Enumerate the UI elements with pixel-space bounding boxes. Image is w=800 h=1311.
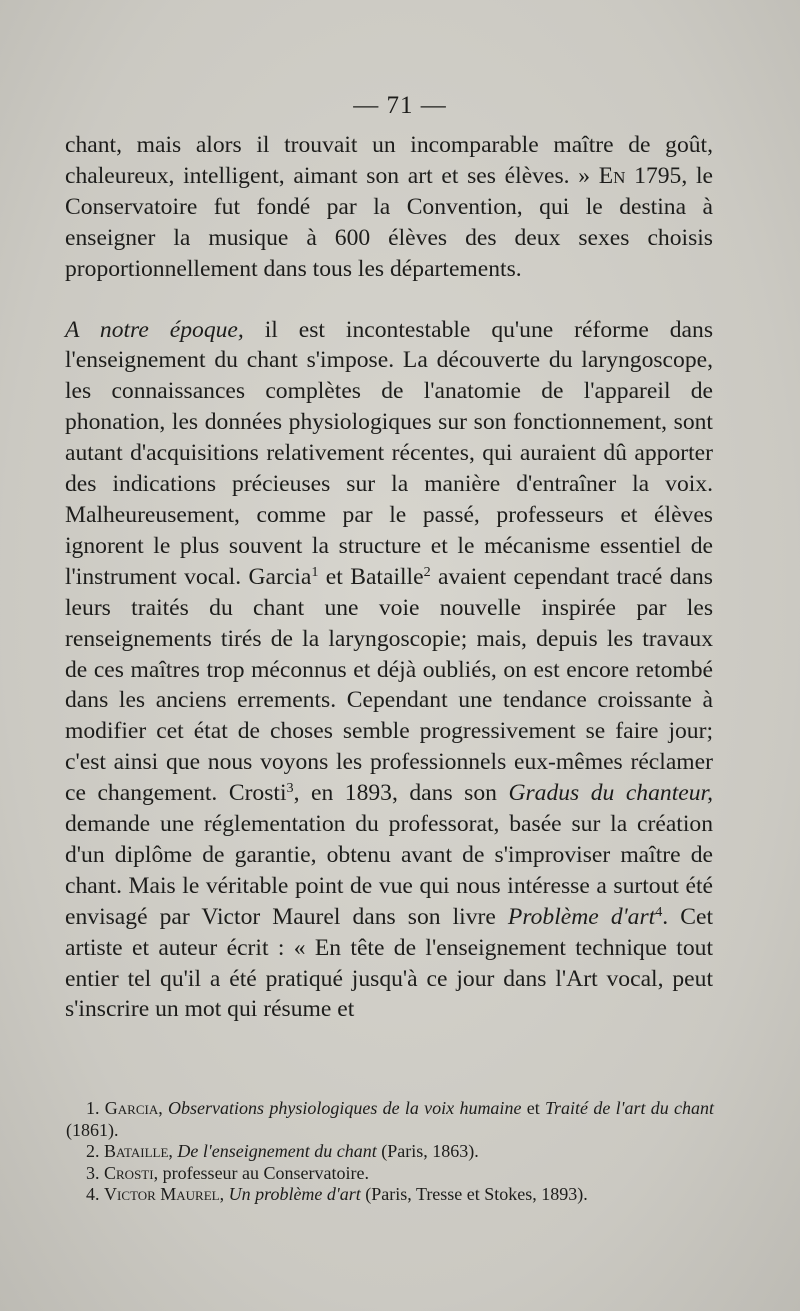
p1-en: En (598, 162, 626, 189)
footnote-1-title2: Traité de l'art du chant (545, 1098, 715, 1118)
footnote-3-rest: professeur au Conservatoire. (158, 1162, 370, 1183)
p1-text2: 1795, le Conservatoire fut fondé par la Convention, qui le destina à enseigner la musique à 600 élèves des deux sexes choisis proportionnellement dans tous les départements. (65, 162, 713, 282)
footnote-4-title: Un problème d'art (228, 1184, 361, 1204)
footnote-2-rest: (Paris, 1863). (376, 1141, 479, 1161)
p2-s2: et Bataille (318, 563, 424, 590)
p2-s1: il est incontestable qu'une réforme dans l'enseignement du chant s'impose. La découverte du laryngoscope, les connaissances complètes de l'anatomie de l'appareil de phonation, les données physiologiques sur son fonctionnement, sont autant d'acquisitions relativement récentes, qui auraient dû apporter des indications précieuses sur la manière d'entraîner la voix. Malheureusement, comme par le passé, professeurs et élèves ignorent le plus souvent la structure et le mécanisme essentiel de l'instrument vocal. Garcia (65, 316, 713, 590)
footnote-ref-4: 4 (655, 903, 663, 920)
footnote-4-author: Victor Maurel, (104, 1184, 225, 1204)
footnote-ref-3: 3 (286, 780, 294, 797)
p1-text: chant, mais alors il trouvait un incomparable maître de goût, chaleureux, intelligent, aimant son art et ses élèves. » (65, 132, 713, 189)
footnotes (66, 1098, 714, 1206)
footnote-1 (66, 1098, 714, 1141)
p2-lead-italic: A notre époque, (65, 316, 244, 343)
p2-s5: demande une réglementation du professorat, basée sur la création d'un diplôme de garantie, obtenu avant de s'improviser maître de chant. Mais le véritable point de vue qui nous intéresse a surtout été envisagé par Victor Maurel dans son livre (65, 811, 713, 930)
paragraph-1 (65, 130, 713, 285)
body-text (65, 130, 713, 1025)
footnote-1-title: Observations physiologiques de la voix humaine (168, 1098, 522, 1118)
p2-s4: , en 1893, dans son (293, 780, 509, 807)
footnote-2-title: De l'enseignement du chant (177, 1141, 377, 1161)
p2-s3: avaient cependant tracé dans leurs traités du chant une voie nouvelle inspirée par les renseignements tirés de la laryngoscopie; mais, depuis les travaux de ces maîtres trop méconnus et déjà oubliés, on est encore retombé dans les anciens errements. Cependant une tendance croissante à modifier cet état de choses semble progressivement se faire jour; c'est ainsi que nous voyons les professionnels eux-mêmes réclamer ce changement. Crosti (65, 563, 713, 807)
footnote-ref-1: 1 (311, 564, 319, 580)
p2-probleme-title: Problème d'art (507, 903, 656, 930)
footnote-1-num: 1. (86, 1098, 100, 1118)
p2-gradus-title: Gradus du chanteur, (508, 780, 713, 807)
footnote-4 (66, 1184, 714, 1206)
footnote-4-rest: (Paris, Tresse et Stokes, 1893). (360, 1184, 588, 1204)
paragraph-2 (65, 315, 713, 1026)
footnote-3 (66, 1163, 714, 1185)
footnote-ref-2: 2 (423, 564, 431, 580)
footnote-3-num: 3. (86, 1162, 100, 1183)
footnote-1-author: Garcia, (104, 1098, 163, 1118)
footnote-1-mid: et (521, 1098, 546, 1118)
footnote-2 (66, 1141, 714, 1163)
page-number: — 71 — (353, 92, 447, 119)
p2-s6: . Cet artiste et auteur écrit : « En tête de l'enseignement technique tout entier tel qu'il a été pratiqué jusqu'à ce jour dans l'Art vocal, peut s'inscrire un mot qui résume et (65, 903, 714, 1023)
footnote-1-rest: (1861). (66, 1119, 119, 1140)
footnote-2-num: 2. (86, 1141, 100, 1161)
footnote-4-num: 4. (86, 1184, 100, 1204)
footnote-2-author: Bataille, (104, 1141, 173, 1161)
footnote-3-author: Crosti, (104, 1162, 159, 1183)
